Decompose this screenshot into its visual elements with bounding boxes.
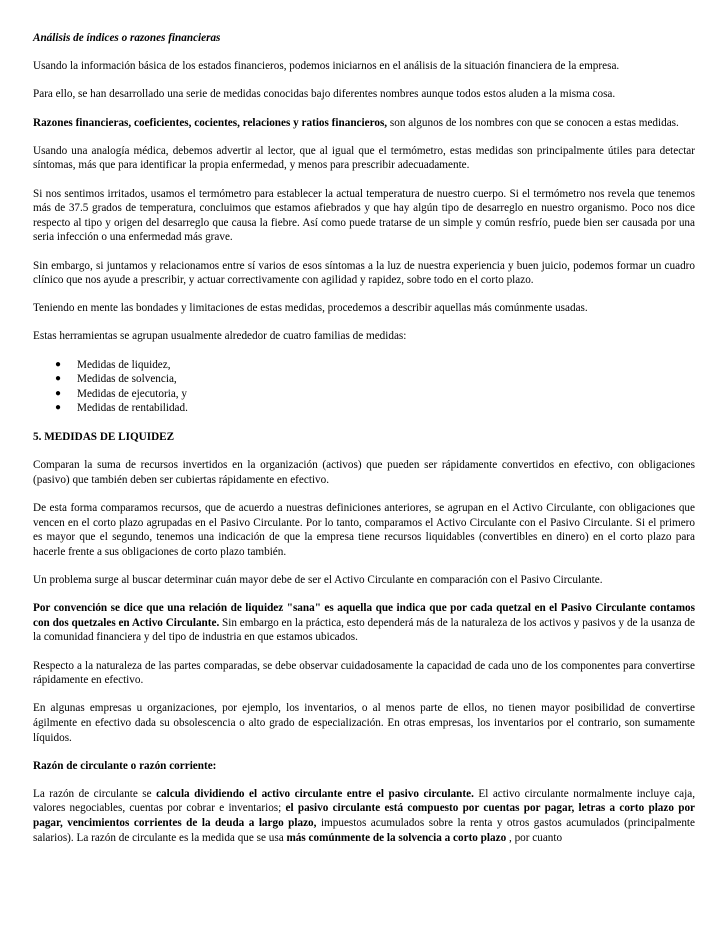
document-title: Análisis de índices o razones financieras bbox=[33, 32, 221, 44]
paragraph-families: Estas herramientas se agrupan usualmente alrededor de cuatro familias de medidas: bbox=[33, 330, 407, 343]
paragraph-analogy: Usando una analogía médica, debemos advertir al lector, que al igual que el termómetro, estas medidas son principalmente útiles para detectar síntomas, más que para identificar la propia enfermedad, y menos para prescribir adecuadamente. bbox=[33, 144, 695, 172]
paragraph-names-bold: Razones financieras, coeficientes, cocientes, relaciones y ratios financieros, bbox=[33, 116, 388, 129]
paragraph-names bbox=[33, 116, 695, 131]
list-item-label: Medidas de liquidez, bbox=[77, 358, 171, 371]
paragraph-problem: Un problema surge al buscar determinar cuán mayor debe de ser el Activo Circulante en comparación con el Pasivo Circulante. bbox=[33, 573, 603, 586]
list-item-label: Medidas de ejecutoria, y bbox=[77, 387, 187, 400]
text-run-bold: más comúnmente de la solvencia a corto plazo bbox=[286, 831, 507, 844]
paragraph-current-assets: De esta forma comparamos recursos, que de acuerdo a nuestras definiciones anteriores, se agrupan en el Activo Circulante, con obligaciones que vencen en el corto plazo agrupadas en el Pasivo Circulante. Por lo tanto, comparamos el Activo Circulante con el Pasivo Circulante. Si el primero es mayor que el segundo, tenemos una indicación de que la empresa tiene recursos liquidables (convertibles en dinero) en el corto plazo para hacerle frente a sus obligaciones de corto plazo también. bbox=[33, 502, 695, 558]
document-page bbox=[33, 31, 695, 859]
paragraph-convention-rest: Sin embargo en la práctica, esto dependerá más de la naturaleza de los activos y pasivos y de la usanza de la comunidad financiera y del tipo de industria en que estamos ubicados. bbox=[33, 616, 695, 644]
measures-list bbox=[33, 358, 695, 416]
list-item bbox=[33, 401, 695, 416]
list-item-label: Medidas de rentabilidad. bbox=[77, 402, 188, 415]
paragraph-nature: Respecto a la naturaleza de las partes comparadas, se debe observar cuidadosamente la capacidad de cada uno de los componentes para convertirse rápidamente en efectivo. bbox=[33, 659, 695, 687]
section-heading-liquidity: 5. MEDIDAS DE LIQUIDEZ bbox=[33, 431, 175, 444]
bullet-icon: ● bbox=[55, 358, 62, 370]
paragraph-current-ratio bbox=[33, 787, 695, 845]
paragraph-clinical-picture: Sin embargo, si juntamos y relacionamos entre sí varios de esos síntomas a la luz de nuestra experiencia y buen juicio, podemos formar un cuadro clínico que nos ayude a prescribir, y actuar correctivamente con agilidad y rapidez, sobre todo en el corto plazo. bbox=[33, 259, 695, 287]
list-item bbox=[33, 387, 695, 402]
paragraph-intro: Usando la información básica de los estados financieros, podemos iniciarnos en el análisis de la situación financiera de la empresa. bbox=[33, 60, 620, 73]
paragraph-limitations: Teniendo en mente las bondades y limitaciones de estas medidas, procedemos a describir aquellas más comúnmente usadas. bbox=[33, 302, 588, 315]
text-run: , por cuanto bbox=[506, 831, 563, 844]
paragraph-convention-bold: Por convención se dice que una relación de liquidez "sana" es aquella que indica que por cada quetzal en el Pasivo Circulante contamos con dos quetzales en Activo Circulante. bbox=[33, 602, 695, 629]
paragraph-thermometer: Si nos sentimos irritados, usamos el termómetro para establecer la actual temperatura de nuestro cuerpo. Si el termómetro nos revela que tenemos más de 37.5 grados de temperatura, concluimos que estamos afiebrados y que hay algún tipo de desarreglo en nuestro organismo. Poco nos dice respecto al tipo y origen del desarreglo que causa la fiebre. Así como puede tratarse de un simple y común resfrío, puede bien ser causada por una seria infección o una enfermedad más grave. bbox=[33, 187, 695, 244]
bullet-icon: ● bbox=[55, 387, 62, 399]
list-item bbox=[33, 372, 695, 387]
subheading-current-ratio: Razón de circulante o razón corriente: bbox=[33, 759, 217, 772]
paragraph-liquidity-definition: Comparan la suma de recursos invertidos en la organización (activos) que pueden ser rápidamente convertidos en efectivo, con obligaciones (pasivo) que también deben ser cubiertas rápidamente en efectivo. bbox=[33, 459, 695, 486]
paragraph-measures-intro: Para ello, se han desarrollado una serie de medidas conocidas bajo diferentes nombres aunque todos estos aluden a la misma cosa. bbox=[33, 88, 616, 101]
list-item bbox=[33, 358, 695, 373]
paragraph-names-rest: son algunos de los nombres con que se conocen a estas medidas. bbox=[387, 116, 679, 129]
text-run-bold: el pasivo circulante está compuesto por cuentas por pagar, letras a corto plazo por pagar, vencimientos corrientes de la deuda a largo plazo, bbox=[33, 802, 695, 830]
paragraph-inventories: En algunas empresas u organizaciones, por ejemplo, los inventarios, o al menos parte de ellos, no tienen mayor posibilidad de convertirse ágilmente en efectivo dada su obsolescencia o alto grado de especialización. En otras empresas, los inventarios por el contrario, son sumamente líquidos. bbox=[33, 702, 695, 744]
text-run: La razón de circulante se bbox=[33, 787, 157, 800]
bullet-icon: ● bbox=[55, 402, 62, 414]
bullet-icon: ● bbox=[55, 373, 62, 385]
paragraph-convention bbox=[33, 601, 695, 645]
list-item-label: Medidas de solvencia, bbox=[77, 373, 177, 386]
text-run: El activo circulante normalmente incluye caja, valores negociables, cuentas por cobrar e inventarios; bbox=[33, 787, 695, 815]
text-run: impuestos acumulados sobre la renta y otros gastos acumulados (principalmente salarios). La razón de circulante es la medida que se usa bbox=[33, 817, 695, 844]
text-run-bold: calcula dividiendo el activo circulante entre el pasivo circulante. bbox=[156, 787, 474, 800]
